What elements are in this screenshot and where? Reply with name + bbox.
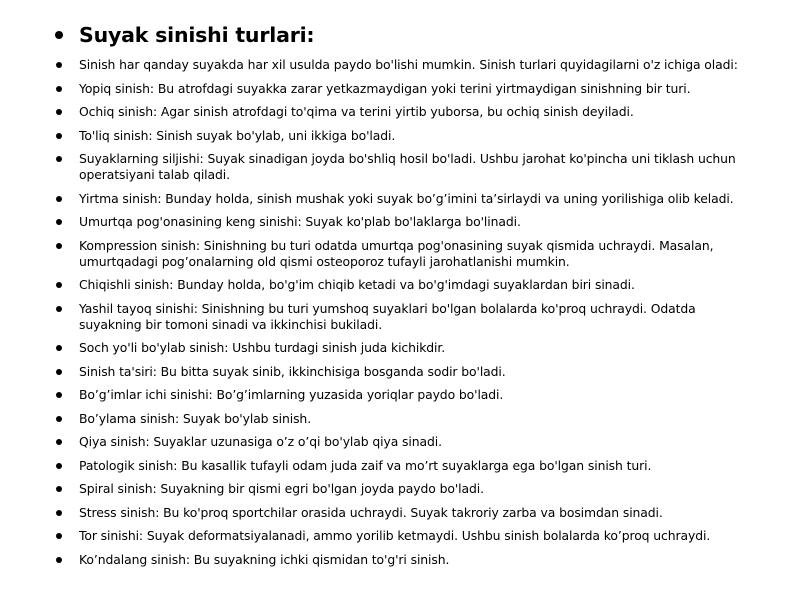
list-item (56, 104, 760, 120)
bullet-icon (56, 416, 62, 422)
list-item-text: Soch yo'li bo'ylab sinish: Ushbu turdagi sinish juda kichikdir. (79, 340, 446, 355)
bullet-icon (56, 62, 62, 68)
bullet-icon (56, 306, 62, 312)
slide-title-item (56, 22, 760, 48)
bullet-icon (56, 369, 62, 375)
list-item-text: Kompression sinish: Sinishning bu turi odatda umurtqa pog'onasining suyak qismida uchraydi. Masalan, umurtqadagi pog’onalarning old qismi osteoporoz tufayli jarohatlanishi mumkin. (79, 237, 714, 269)
list-item (56, 81, 760, 97)
list-item (56, 458, 760, 474)
bullet-icon (56, 133, 62, 139)
list-item-text: Umurtqa pog'onasining keng sinishi: Suyak ko'plab bo'laklarga bo'linadi. (79, 214, 521, 229)
list-item (56, 411, 760, 427)
list-item (56, 340, 760, 356)
list-item-text: Sinish ta'siri: Bu bitta suyak sinib, ikkinchisiga bosganda sodir bo'ladi. (79, 363, 506, 379)
bullet-icon (56, 345, 62, 351)
bullet-icon (56, 439, 62, 445)
bullet-icon (56, 533, 62, 539)
list-item (56, 214, 760, 230)
bullet-icon (56, 486, 62, 492)
bullet-icon (56, 463, 62, 469)
list-item (56, 57, 760, 73)
bullet-icon (56, 109, 62, 115)
list-item-text: Bo’ylama sinish: Suyak bo'ylab sinish. (79, 410, 312, 426)
list-item (56, 528, 760, 544)
list-item (56, 481, 760, 497)
list-item (56, 191, 760, 207)
bullet-icon (56, 282, 62, 288)
bullet-icon (56, 243, 62, 249)
list-item-text: Spiral sinish: Suyakning bir qismi egri bo'lgan joyda paydo bo'ladi. (79, 481, 484, 496)
list-item (56, 238, 760, 270)
list-item-text: To'liq sinish: Sinish suyak bo'ylab, uni ikkiga bo'ladi. (79, 127, 396, 143)
list-item (56, 364, 760, 380)
list-item-text: Suyaklarning siljishi: Suyak sinadigan joyda bo'shliq hosil bo'ladi. Ushbu jarohat ko'pincha uni tiklash uchun operatsiyani talab qiladi. (79, 151, 736, 182)
bullet-list (56, 22, 760, 568)
bullet-icon (56, 392, 62, 398)
bullet-icon (56, 510, 62, 516)
list-item (56, 128, 760, 144)
bullet-icon (56, 557, 62, 563)
bullet-icon (55, 31, 63, 39)
slide-title: Suyak sinishi turlari: (79, 23, 315, 47)
list-item-text: Qiya sinish: Suyaklar uzunasiga o’z o’qi bo'ylab qiya sinadi. (79, 434, 442, 449)
bullet-icon (56, 196, 62, 202)
list-item-text: Yopiq sinish: Bu atrofdagi suyakka zarar yetkazmaydigan yoki terini yirtmaydigan sinishning bir turi. (79, 80, 691, 96)
list-item-text: Ochiq sinish: Agar sinish atrofdagi to'qima va terini yirtib yuborsa, bu ochiq sinish deyiladi. (79, 104, 634, 119)
list-item-text: Tor sinishi: Suyak deformatsiyalanadi, ammo yorilib ketmaydi. Ushbu sinish bolalarda ko’proq uchraydi. (79, 528, 711, 543)
list-item-text: Bo’g’imlar ichi sinishi: Bo’g’imlarning yuzasida yoriqlar paydo bo'ladi. (79, 387, 504, 402)
list-item (56, 387, 760, 403)
list-item-text: Patologik sinish: Bu kasallik tufayli odam juda zaif va mo’rt suyaklarga ega bo'lgan sinish turi. (79, 457, 652, 473)
list-item (56, 552, 760, 568)
list-item (56, 434, 760, 450)
list-item-text: Yirtma sinish: Bunday holda, sinish mushak yoki suyak bo’g’imini ta’sirlaydi va uning yorilishiga olib keladi. (79, 190, 734, 206)
list-item-text: Yashil tayoq sinishi: Sinishning bu turi yumshoq suyaklari bo'lgan bolalarda ko'proq uchraydi. Odatda suyakning bir tomoni sinadi va ikkinchisi bukiladi. (79, 300, 696, 332)
list-item-text: Sinish har qanday suyakda har xil usulda paydo bo'lishi mumkin. Sinish turlari quyidagilarni o'z ichiga oladi: (79, 57, 738, 72)
list-item (56, 505, 760, 521)
bullet-icon (56, 156, 62, 162)
list-item-text: Stress sinish: Bu ko'proq sportchilar orasida uchraydi. Suyak takroriy zarba va bosimdan sinadi. (79, 504, 663, 520)
list-item (56, 277, 760, 293)
bullet-icon (56, 219, 62, 225)
bullet-icon (56, 86, 62, 92)
list-item-text: Ko’ndalang sinish: Bu suyakning ichki qismidan to'g'ri sinish. (79, 551, 450, 567)
list-item (56, 151, 760, 183)
list-item (56, 301, 760, 333)
list-item-text: Chiqishli sinish: Bunday holda, bo'g'im chiqib ketadi va bo'g'imdagi suyaklardan biri sinadi. (79, 277, 635, 292)
